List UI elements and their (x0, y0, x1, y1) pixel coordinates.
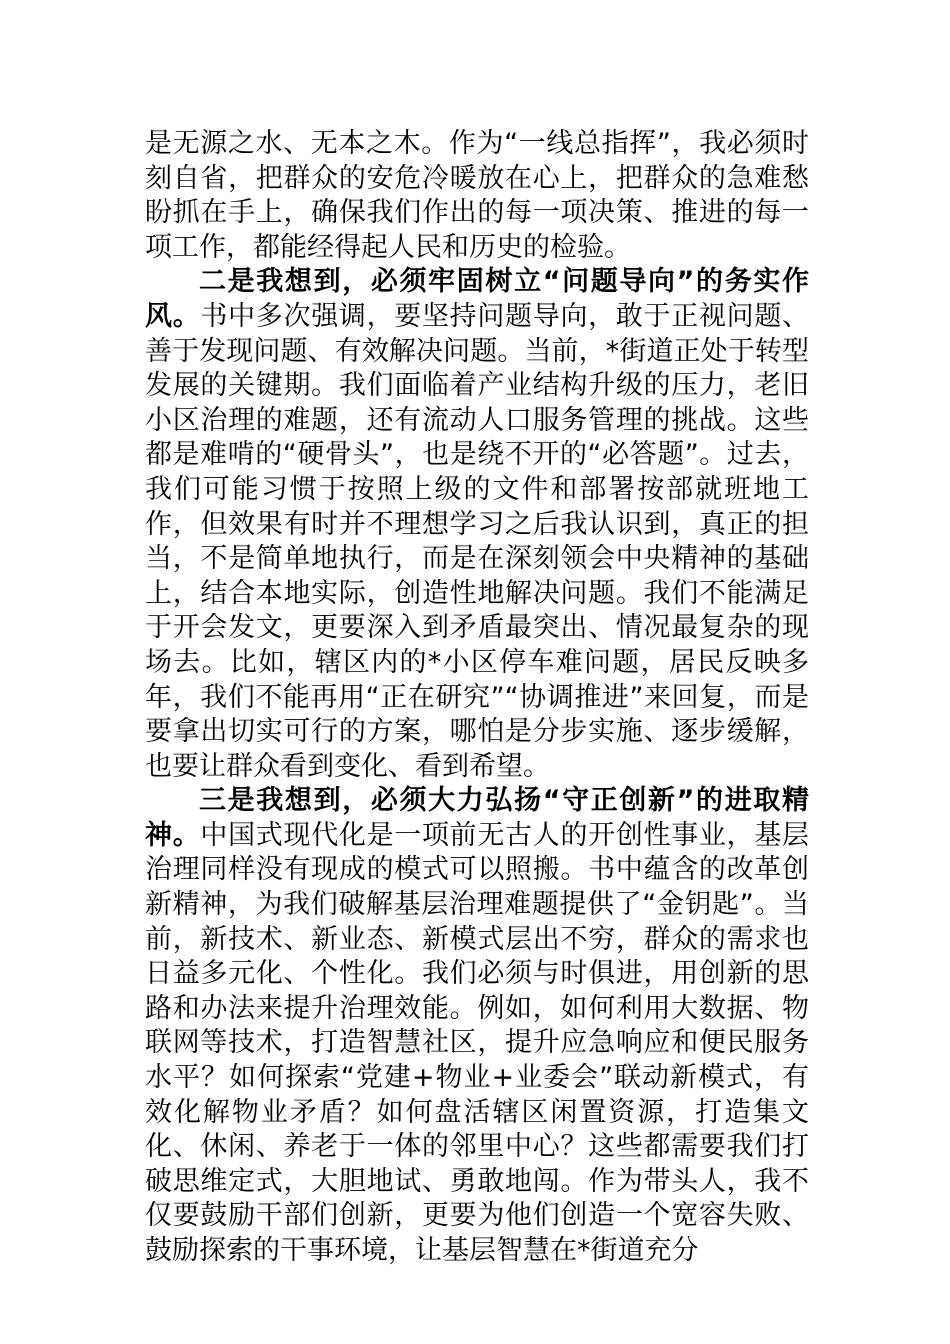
document-body (145, 127, 809, 1269)
paragraph-3-text: 中国式现代化是一项前无古人的开创性事业，基层治理同样没有现成的模式可以照搬。书中蕴含的改革创新精神，为我们破解基层治理难题提供了“金钥匙”。当前，新技术、新业态、新模式层出不穷，群众的需求也日益多元化、个性化。我们必须与时俱进，用创新的思路和办法来提升治理效能。例如，如何利用大数据、物联网等技术，打造智慧社区，提升应急响应和便民服务水平？如何探索“党建+物业+业委会”联动新模式，有效化解物业矛盾？如何盘活辖区闲置资源，打造集文化、休闲、养老于一体的邻里中心？这些都需要我们打破思维定式，大胆地试、勇敢地闯。作为带头人，我不仅要鼓励干部们创新，更要为他们创造一个宽容失败、鼓励探索的干事环境，让基层智慧在*街道充分 (145, 819, 810, 1266)
paragraph-2-heading: 二是我想到，必须牢固树立“问题导向”的务实作风。 (145, 266, 809, 332)
paragraph-innovation (145, 784, 809, 1268)
paragraph-1-text: 是无源之水、无本之木。作为“一线总指挥”，我必须时刻自省，把群众的安危冷暖放在心上，把群众的急难愁盼抓在手上，确保我们作出的每一项决策、推进的每一项工作，都能经得起人民和历史的检验。 (145, 128, 809, 263)
paragraph-3-heading: 三是我想到，必须大力弘扬“守正创新”的进取精神。 (145, 785, 809, 851)
paragraph-continuation (145, 127, 809, 265)
paragraph-2-text: 书中多次强调，要坚持问题导向，敢于正视问题、善于发现问题、有效解决问题。当前，*街道正处于转型发展的关键期。我们面临着产业结构升级的压力，老旧小区治理的难题，还有流动人口服务管理的挑战。这些都是难啃的“硬骨头”，也是绕不开的“必答题”。过去，我们可能习惯于按照上级的文件和部署按部就班地工作，但效果有时并不理想学习之后我认识到，真正的担当，不是简单地执行，而是在深刻领会中央精神的基础上，结合本地实际，创造性地解决问题。我们不能满足于开会发文，更要深入到矛盾最突出、情况最复杂的现场去。比如，辖区内的*小区停车难问题，居民反映多年，我们不能再用“正在研究”“协调推进”来回复，而是要拿出切实可行的方案，哪怕是分步实施、逐步缓解，也要让群众看到变化、看到希望。 (145, 300, 810, 782)
paragraph-problem-orientation (145, 265, 809, 784)
